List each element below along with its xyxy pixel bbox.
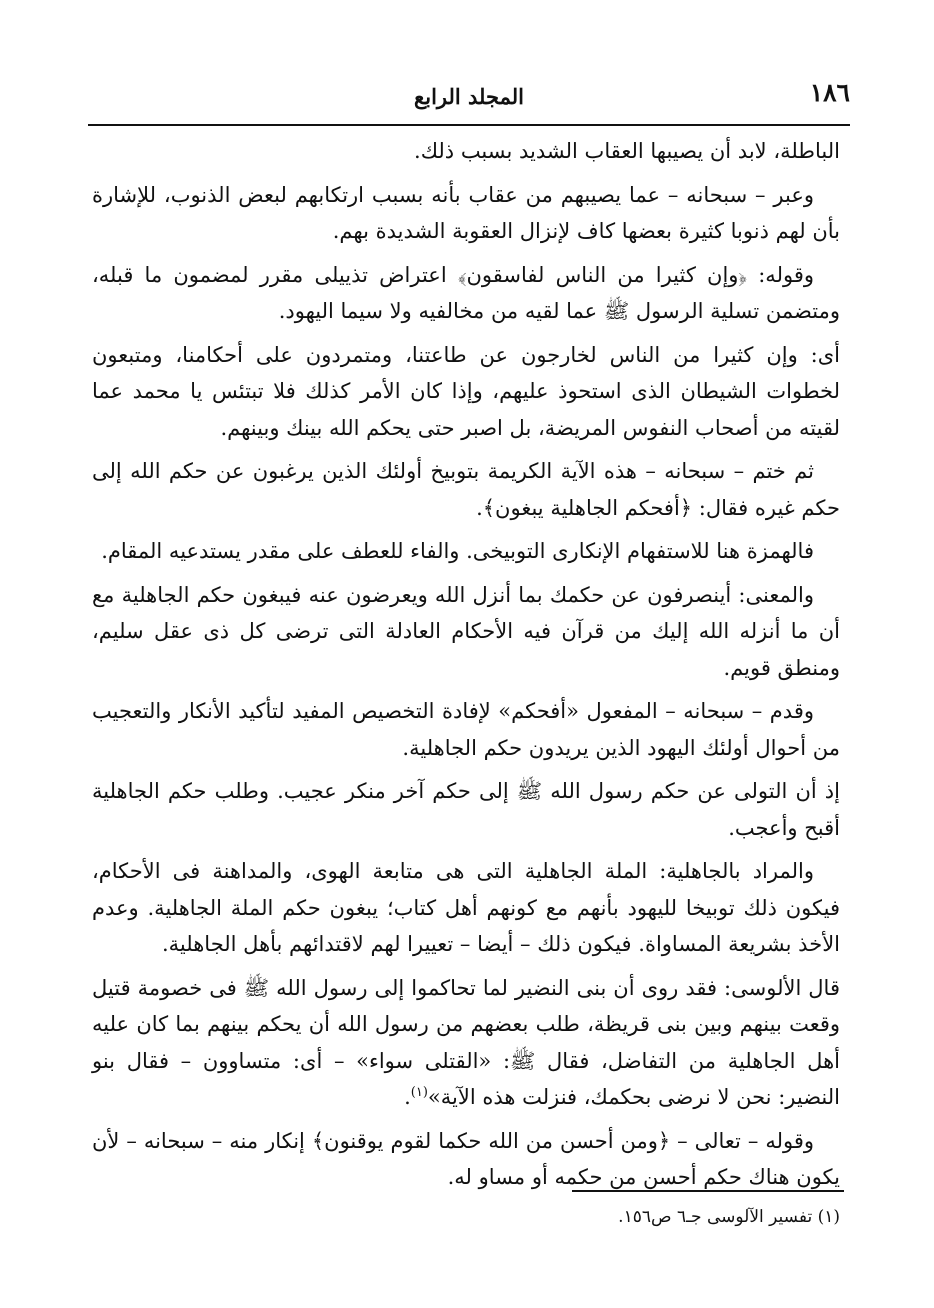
paragraph: وقوله – تعالى – ﴿ومن أحسن من الله حكما لقوم يوقنون﴾ إنكار منه – سبحانه – لأن يكون هناك حكم أحسن من حكمه أو مساو له.: [92, 1128, 840, 1189]
footnote: (١) تفسير الآلوسى جـ٦ ص١٥٦.: [618, 1207, 840, 1227]
paragraph: ثم ختم – سبحانه – هذه الآية الكريمة بتوبيخ أولئك الذين يرغبون عن حكم الله إلى حكم غيره فقال: ﴿أفحكم الجاهلية يبغون﴾.: [92, 459, 840, 520]
footnote-reference: (١): [410, 1085, 428, 1100]
paragraph: والمراد بالجاهلية: الملة الجاهلية التى هى متابعة الهوى، والمداهنة فى الأحكام، فيكون ذلك توبيخا لليهود بأنهم مع كونهم أهل كتاب؛ يبغون حكم الملة الجاهلية. وعدم الأخذ بشريعة المساواة. فيكون ذلك – أيضا – تعييرا لهم لاقتدائهم بأهل الجاهلية.: [92, 859, 840, 956]
paragraph: وقدم – سبحانه – المفعول «أفحكم» لإفادة التخصيص المفيد لتأكيد الأنكار والتعجيب من أحوال أولئك اليهود الذين يريدون حكم الجاهلية.: [92, 699, 840, 760]
page-number: ١٨٦: [809, 78, 850, 107]
paragraph: وقوله: ﴿وإن كثيرا من الناس لفاسقون﴾ اعتراض تذييلى مقرر لمضمون ما قبله، ومتضمن تسلية الرسول ﷺ عما لقيه من مخالفيه ولا سيما اليهود.: [92, 262, 840, 323]
page-header: [88, 74, 850, 114]
paragraph: أى: وإن كثيرا من الناس لخارجون عن طاعتنا، ومتمردون على أحكامنا، ومتبعون لخطوات الشيطان الذى استحوذ عليهم، وإذا كان الأمر كذلك فلا تبتئس يا محمد عما لقيته من أصحاب النفوس المريضة، بل اصبر حتى يحكم الله بينك وبينهم.: [92, 342, 840, 440]
paragraph: فالهمزة هنا للاستفهام الإنكارى التوبيخى. والفاء للعطف على مقدر يستدعيه المقام.: [101, 539, 814, 563]
header-divider: [88, 124, 850, 126]
paragraph: الباطلة، لابد أن يصيبها العقاب الشديد بسبب ذلك.: [414, 139, 840, 163]
paragraph: قال الألوسى: فقد روى أن بنى النضير لما تحاكموا إلى رسول الله ﷺ فى خصومة قتيل وقعت بينهم وبين بنى قريظة، طلب بعضهم من رسول الله أن يحكم بينهم بما كان عليه أهل الجاهلية من التفاضل، فقال ﷺ: «القتلى سواء» – أى: متساوون – فقال بنو النضير: نحن لا نرضى بحكمك، فنزلت هذه الآية»$^{(١)}$.: [92, 975, 840, 1109]
paragraph: إذ أن التولى عن حكم رسول الله ﷺ إلى حكم آخر منكر عجيب. وطلب حكم الجاهلية أقبح وأعجب.: [92, 779, 840, 840]
body-text: [92, 133, 840, 1203]
running-title: المجلد الرابع: [414, 84, 524, 109]
paragraph-text: قال الألوسى: فقد روى أن بنى النضير لما تحاكموا إلى رسول الله ﷺ فى خصومة قتيل وقعت بينهم وبين بنى قريظة، طلب بعضهم من رسول الله أن يحكم بينهم بما كان عليه أهل الجاهلية من التفاضل، فقال ﷺ: «القتلى سواء» – أى: متساوون – فقال بنو النضير: نحن لا نرضى بحكمك، فنزلت هذه الآية»: [92, 975, 840, 1109]
paragraph: والمعنى: أينصرفون عن حكمك بما أنزل الله ويعرضون عنه فيبغون حكم الجاهلية مع أن ما أنزله الله إليك من قرآن فيه الأحكام العادلة التى ترضى كل ذى عقل سليم، ومنطق قويم.: [92, 582, 840, 680]
paragraph: وعبر – سبحانه – عما يصيبهم من عقاب بأنه بسبب ارتكابهم لبعض الذنوب، للإشارة بأن لهم ذنوبا كثيرة بعضها كاف لإنزال العقوبة الشديدة بهم.: [92, 182, 840, 243]
footnote-divider: [572, 1190, 844, 1192]
